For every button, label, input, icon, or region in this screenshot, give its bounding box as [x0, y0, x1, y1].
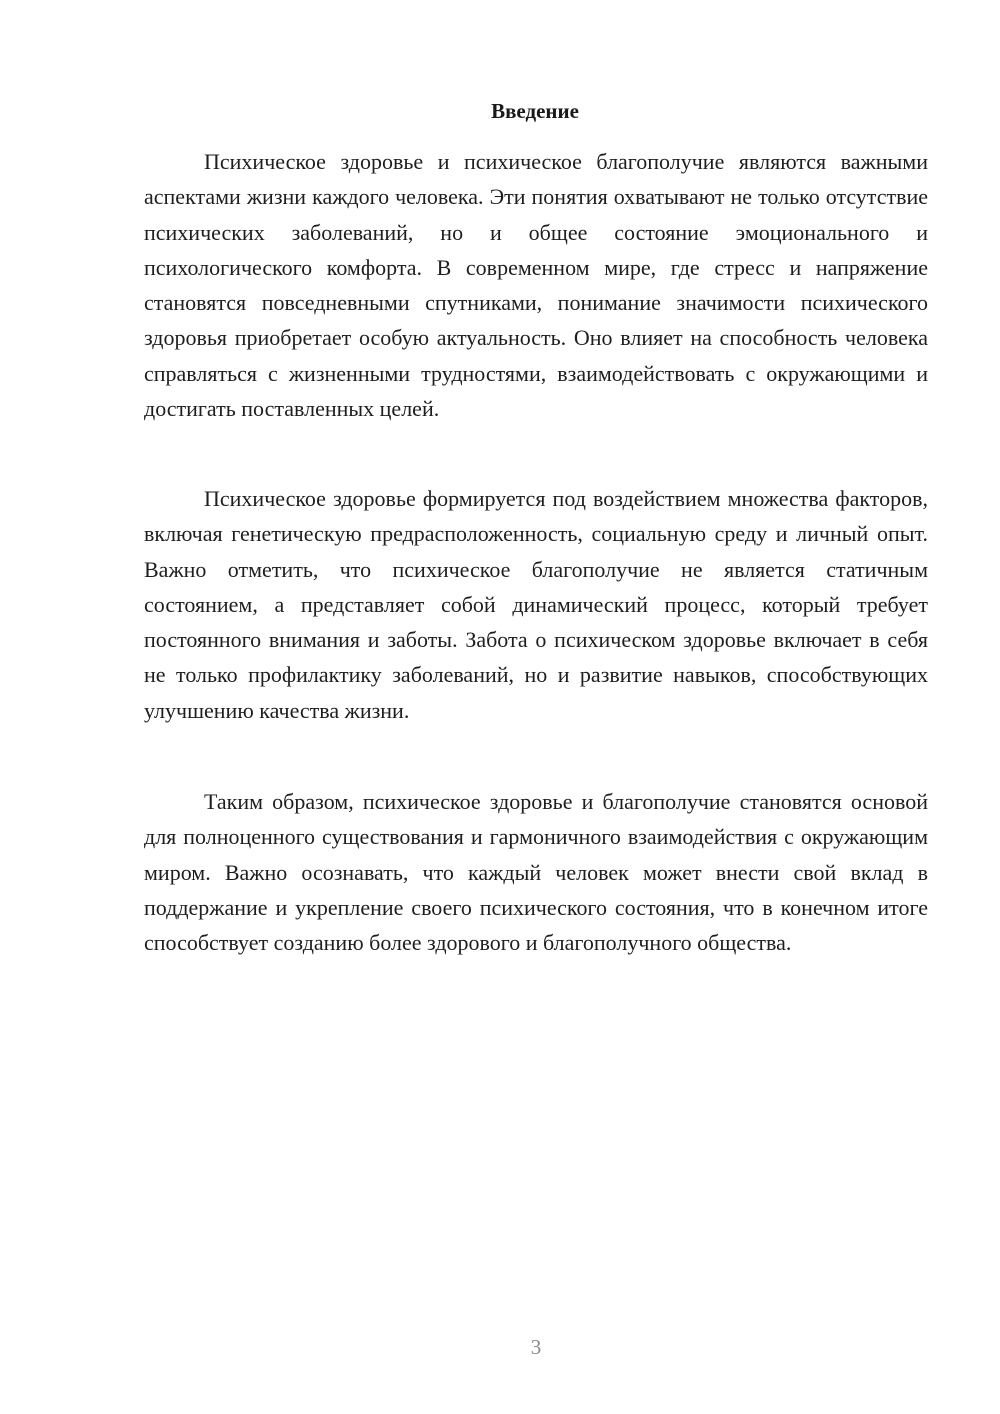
page-title: Введение: [491, 99, 579, 123]
paragraph-3: Таким образом, психическое здоровье и благополучие становятся основой для полноценного существования и гармоничного взаимодействия с окружающим миром. Важно осознавать, что каждый человек может внести свой вклад в поддержание и укрепление своего психического состояния, что в конечном итоге способствует созданию более здорового и благополучного общества.: [144, 789, 928, 956]
page-number: 3: [530, 1335, 542, 1359]
paragraph-2: Психическое здоровье формируется под воздействием множества факторов, включая генетическую предрасположенность, социальную среду и личный опыт. Важно отметить, что психическое благополучие не является статичным состоянием, а представляет собой динамический процесс, который требует постоянного внимания и заботы. Забота о психическом здоровье включает в себя не только профилактику заболеваний, но и развитие навыков, способствующих улучшению качества жизни.: [144, 486, 928, 723]
paragraph-1: Психическое здоровье и психическое благополучие являются важными аспектами жизни каждого человека. Эти понятия охватывают не только отсутствие психических заболеваний, но и общее состояние эмоционального и психологического комфорта. В современном мире, где стресс и напряжение становятся повседневными спутниками, понимание значимости психического здоровья приобретает особую актуальность. Оно влияет на способность человека справляться с жизненными трудностями, взаимодействовать с окружающими и достигать поставленных целей.: [144, 149, 928, 422]
